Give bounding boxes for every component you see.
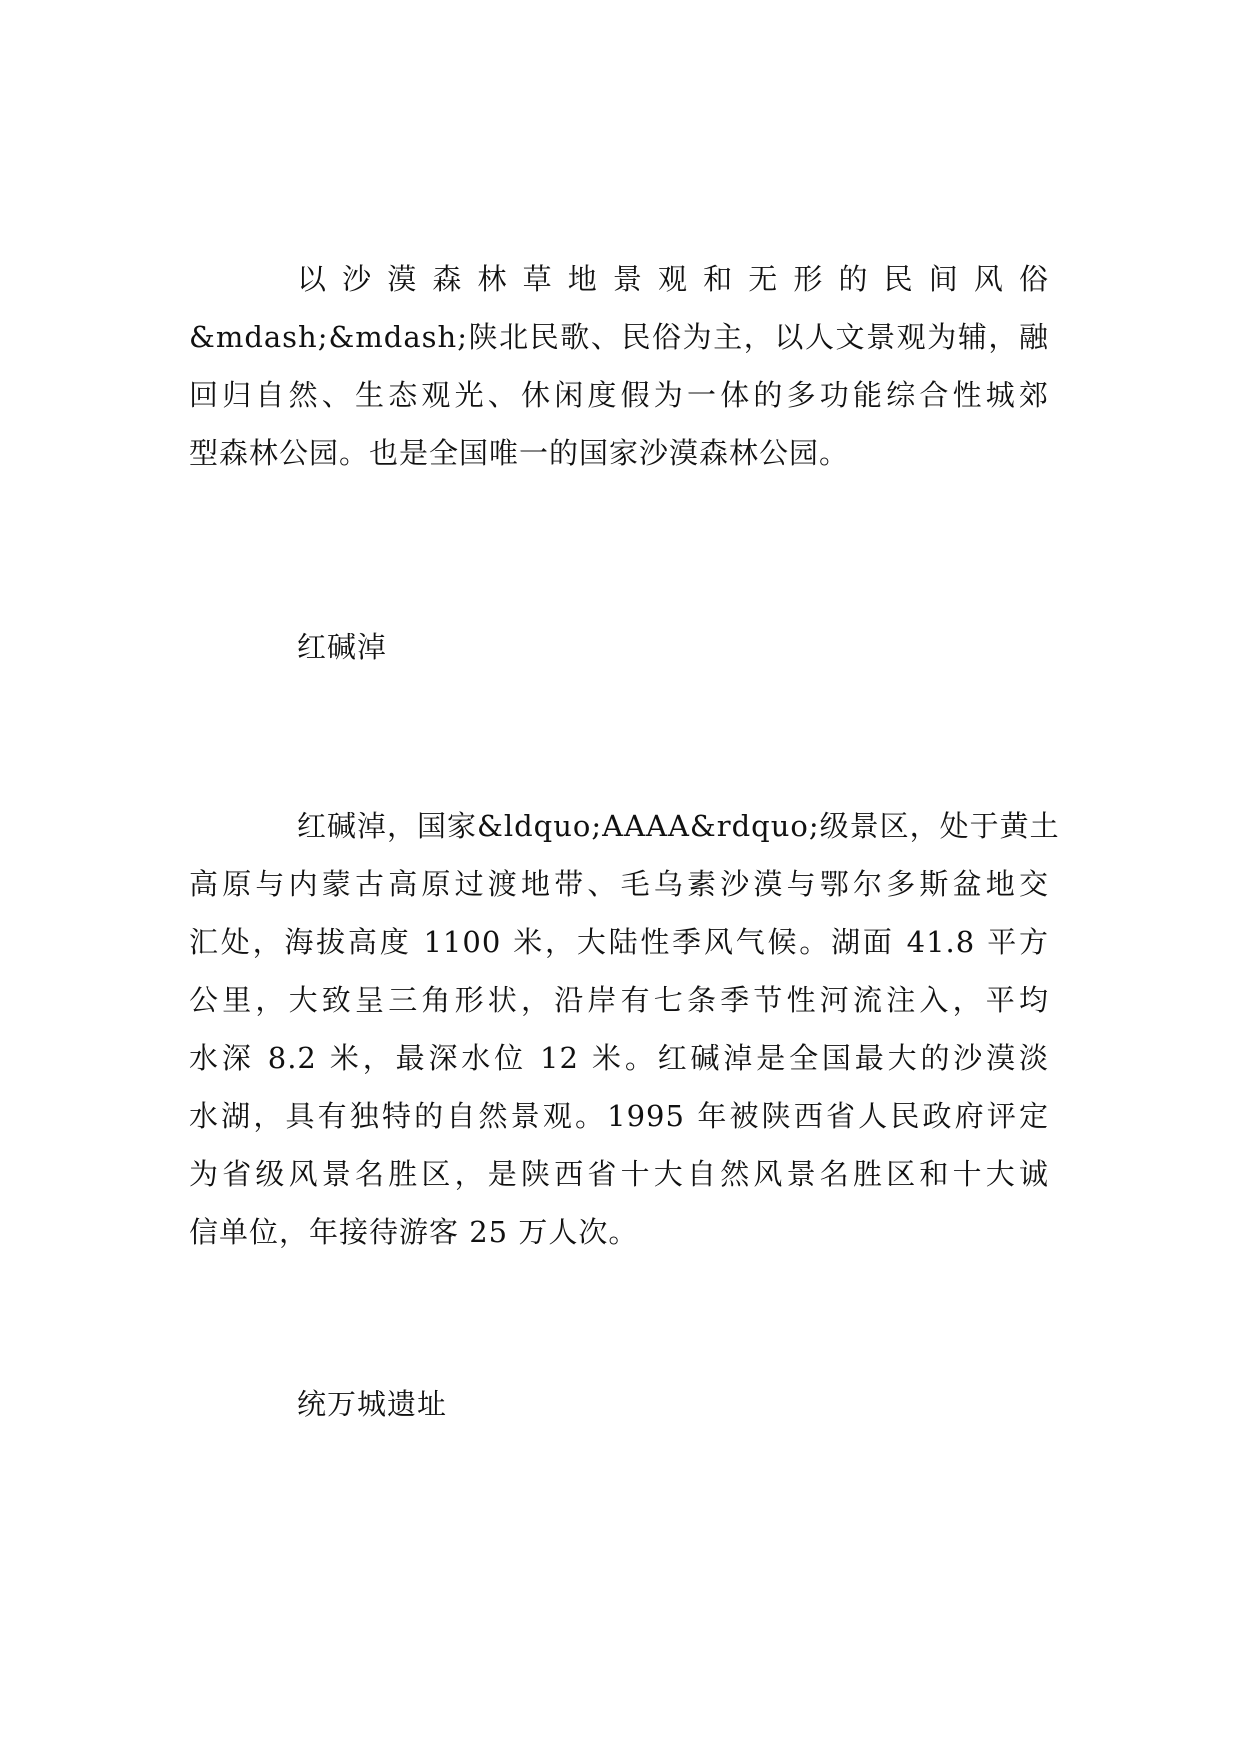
- paragraph-line: 以沙漠森林草地景观和无形的民间风俗: [297, 262, 1049, 296]
- paragraph-line: 水深 8.2 米，最深水位 12 米。红碱淖是全国最大的沙漠淡: [189, 1041, 1049, 1075]
- paragraph-line: 高原与内蒙古高原过渡地带、毛乌素沙漠与鄂尔多斯盆地交: [189, 867, 1049, 901]
- paragraph-forest-park: [189, 250, 1049, 482]
- paragraph-line: 红碱淖，国家&ldquo;AAAA&rdquo;级景区，处于黄土: [297, 809, 1060, 843]
- paragraph-line: 型森林公园。也是全国唯一的国家沙漠森林公园。: [189, 436, 850, 470]
- paragraph-line: 信单位，年接待游客 25 万人次。: [189, 1215, 639, 1249]
- paragraph-line: 回归自然、生态观光、休闲度假为一体的多功能综合性城郊: [189, 378, 1049, 412]
- section-heading-hongjiannao: 红碱淖: [297, 630, 388, 664]
- paragraph-line: &mdash;&mdash;陕北民歌、民俗为主，以人文景观为辅，融: [189, 320, 1049, 354]
- paragraph-line: 水湖，具有独特的自然景观。1995 年被陕西省人民政府评定: [189, 1099, 1049, 1133]
- paragraph-hongjiannao: [189, 797, 1060, 1261]
- section-heading-tongwancheng: 统万城遗址: [297, 1387, 448, 1421]
- paragraph-line: 汇处，海拔高度 1100 米，大陆性季风气候。湖面 41.8 平方: [189, 925, 1049, 959]
- paragraph-line: 公里，大致呈三角形状，沿岸有七条季节性河流注入，平均: [189, 983, 1049, 1017]
- paragraph-line: 为省级风景名胜区，是陕西省十大自然风景名胜区和十大诚: [189, 1157, 1049, 1191]
